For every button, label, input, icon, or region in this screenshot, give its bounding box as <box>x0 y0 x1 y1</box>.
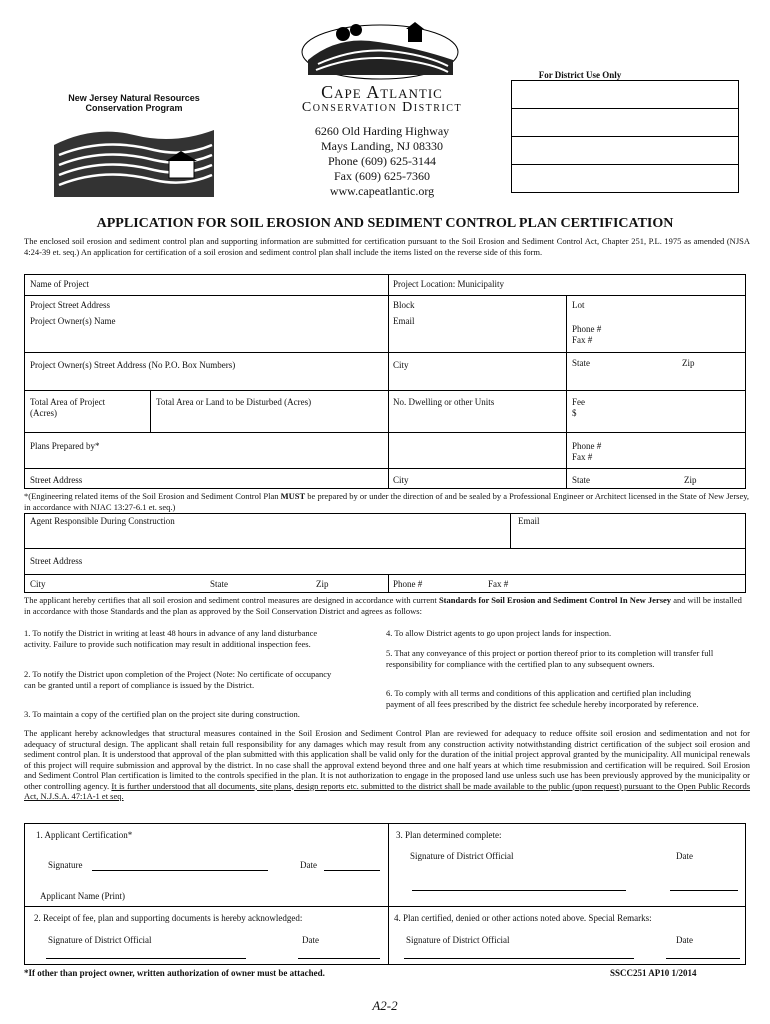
applicant-signature-line[interactable] <box>92 870 268 871</box>
engineering-note-text-2: be prepared by or under the direction of and be sealed by a Professional Engineer or Architect licensed in the State of New Jersey, in accordance with NJAC 13:27-6.1 et. seq.) <box>24 491 750 512</box>
certification-intro <box>24 595 750 616</box>
district-date-label-4: Date <box>676 935 693 945</box>
nj-landscape-icon <box>54 115 214 197</box>
address-city: Mays Landing, NJ 08330 <box>321 139 443 153</box>
agreement-item-6: 6. To comply with all terms and conditions of this application and certified plan including payment of all fees prescribed by the district fee schedule hereby incorporated by reference. <box>386 688 699 709</box>
total-area-unit: (Acres) <box>30 408 57 418</box>
district-name-line1: Cape Atlantic <box>321 82 443 102</box>
project-street-field[interactable]: Project Street Address <box>30 300 110 310</box>
plan-complete-label: 3. Plan determined complete: <box>396 830 502 840</box>
district-address <box>262 124 502 199</box>
owner-street-field[interactable]: Project Owner(s) Street Address (No P.O. Box Numbers) <box>30 360 236 370</box>
dwelling-units-field[interactable]: No. Dwelling or other Units <box>393 397 495 407</box>
page-number: A2-2 <box>372 998 398 1013</box>
owner-name-field[interactable]: Project Owner(s) Name <box>30 316 116 326</box>
district-date-line-2[interactable] <box>298 958 380 959</box>
address-fax: Fax (609) 625-7360 <box>334 169 430 183</box>
plans-prepared-field[interactable]: Plans Prepared by* <box>30 441 100 451</box>
agent-zip-field[interactable]: Zip <box>316 579 329 589</box>
cert-intro-text: The applicant hereby certifies that all soil erosion and sediment control measures are designed in accordance with current <box>24 595 439 605</box>
owner-phone-field[interactable]: Phone # <box>572 324 602 334</box>
farm-emblem-logo <box>298 20 463 80</box>
lot-field[interactable]: Lot <box>572 300 585 310</box>
district-date-label-2: Date <box>302 935 319 945</box>
cert-intro-standards: Standards for Soil Erosion and Sediment Control In New Jersey <box>438 595 672 605</box>
preparer-zip-field[interactable]: Zip <box>684 475 697 485</box>
district-use-box-3[interactable] <box>511 136 739 165</box>
district-date-line-4[interactable] <box>666 958 740 959</box>
preparer-street-field[interactable]: Street Address <box>30 475 83 485</box>
district-use-box-1[interactable] <box>511 80 739 109</box>
address-website: www.capeatlantic.org <box>329 184 435 198</box>
nj-program-line2: Conservation Program <box>85 103 183 113</box>
intro-paragraph: The enclosed soil erosion and sediment control plan and supporting information are submitted for certification pursuant to the Soil Erosion and Sediment Control Act, Chapter 251, P.L. 1975 as amended (NJSA 4:24-39 et. seq.) An application for certification of a soil erosion and sediment control plan shall include the items listed on the reverse side of this form. <box>24 236 750 257</box>
applicant-name-label[interactable]: Applicant Name (Print) <box>40 891 125 901</box>
total-area-field[interactable] <box>30 397 105 419</box>
district-use-box-2[interactable] <box>511 108 739 137</box>
total-area-label: Total Area of Project <box>30 397 106 407</box>
project-info-table <box>24 274 746 489</box>
agent-phone-field[interactable]: Phone # <box>393 579 423 589</box>
district-signature-line-4[interactable] <box>404 958 634 959</box>
agent-field[interactable]: Agent Responsible During Construction <box>30 516 175 526</box>
engineering-note-must: MUST <box>280 491 306 501</box>
owner-email-field[interactable]: Email <box>393 316 415 326</box>
plan-certified-label: 4. Plan certified, denied or other actions noted above. Special Remarks: <box>394 913 652 923</box>
applicant-date-line[interactable] <box>324 870 380 871</box>
district-signature-label-2: Signature of District Official <box>48 935 152 945</box>
agent-state-field[interactable]: State <box>210 579 228 589</box>
project-location-field[interactable]: Project Location: Municipality <box>393 279 504 289</box>
owner-fax-field[interactable]: Fax # <box>572 335 593 345</box>
ack-text-underlined: It is further understood that all documents, site plans, design reports etc. submitted to the district shall be made available to the public (upon request) pursuant to the Open Public Records Act, N.J.S.A. 47:1A-1 et seq. <box>24 780 751 801</box>
preparer-state-field[interactable]: State <box>572 475 590 485</box>
engineering-note-text: *(Engineering related items of the Soil Erosion and Sediment Control Plan <box>24 491 281 501</box>
agreement-item-5: 5. That any conveyance of this project or portion thereof prior to its completion will transfer full responsibility for compliance with the certified plan to any subsequent owners. <box>386 648 714 669</box>
applicant-certification-label: 1. Applicant Certification* <box>36 830 133 840</box>
preparer-phone-field[interactable]: Phone # <box>572 441 602 451</box>
fee-symbol: $ <box>572 408 577 418</box>
owner-authorization-note: *If other than project owner, written authorization of owner must be attached. <box>24 968 325 978</box>
form-code: SSCC251 AP10 1/2014 <box>610 968 697 978</box>
preparer-fax-field[interactable]: Fax # <box>572 452 593 462</box>
agent-fax-field[interactable]: Fax # <box>488 579 509 589</box>
owner-zip-field[interactable]: Zip <box>682 358 695 368</box>
cert-intro-text-2: and will be installed in accordance with those Standards and the plan as approved by the Soil Conservation District and agrees as follows: <box>24 595 742 616</box>
address-street: 6260 Old Harding Highway <box>314 124 450 138</box>
district-use-label: For District Use Only <box>538 70 622 80</box>
agreement-item-4: 4. To allow District agents to go upon project lands for inspection. <box>386 628 612 638</box>
agent-city-field[interactable]: City <box>30 579 46 589</box>
agreement-item-3: 3. To maintain a copy of the certified plan on the project site during construction. <box>24 709 300 719</box>
receipt-label: 2. Receipt of fee, plan and supporting documents is hereby acknowledged: <box>34 913 303 923</box>
nj-program-line1: New Jersey Natural Resources <box>68 93 200 103</box>
district-signature-label-4: Signature of District Official <box>406 935 510 945</box>
block-field[interactable]: Block <box>393 300 415 310</box>
district-signature-label-3: Signature of District Official <box>410 851 514 861</box>
nj-program-logo <box>54 93 214 198</box>
district-signature-line-2[interactable] <box>46 958 246 959</box>
agreement-item-1: 1. To notify the District in writing at least 48 hours in advance of any land disturbance activity. Failure to provide such notification may result in additional inspection fees. <box>24 628 318 649</box>
acknowledgement-paragraph <box>24 728 750 802</box>
applicant-date-label: Date <box>300 860 317 870</box>
name-of-project-field[interactable]: Name of Project <box>30 279 89 289</box>
owner-city-field[interactable]: City <box>393 360 409 370</box>
district-signature-line-3[interactable] <box>412 890 626 891</box>
preparer-city-field[interactable]: City <box>393 475 409 485</box>
applicant-signature-label: Signature <box>48 860 83 870</box>
district-date-line-3[interactable] <box>670 890 738 891</box>
fee-field[interactable] <box>572 397 585 419</box>
district-name-line2: Conservation District <box>301 100 463 115</box>
agent-email-field[interactable]: Email <box>518 516 540 526</box>
address-phone: Phone (609) 625-3144 <box>328 154 436 168</box>
district-date-label-3: Date <box>676 851 693 861</box>
agent-street-field[interactable]: Street Address <box>30 556 83 566</box>
agreement-item-2: 2. To notify the District upon completion of the Project (Note: No certificate of occupancy can be granted until a report of compliance is issued by the District. <box>24 669 332 690</box>
owner-state-field[interactable]: State <box>572 358 590 368</box>
form-title: APPLICATION FOR SOIL EROSION AND SEDIMENT CONTROL PLAN CERTIFICATION <box>96 216 674 231</box>
engineering-note <box>24 491 750 512</box>
disturbed-area-field[interactable]: Total Area or Land to be Disturbed (Acres) <box>156 397 312 407</box>
fee-label: Fee <box>572 397 585 407</box>
district-use-box-4[interactable] <box>511 164 739 193</box>
ack-text: The applicant hereby acknowledges that structural measures contained in the Soil Erosion and Sediment Control Plan are reviewed for adequacy to reduce offsite soil erosion and sedimentation and not for adequacy of structural design. The applicant shall retain full responsibility for any damages which may result from any construction activity notwithstanding district certification of the subject soil erosion and sediment control plan. It is understood that approval of the plan submitted with this application shall be valid only for the duration of the initial project approval granted by the municipality. All municipal renewals of this project will require submission and approval by the district. In no case shall the approval extend beyond three and one half years at which time resubmission and certification will be required. Soil Erosion and Sediment Control Plan certification is limited to the controls specified in the plan. It is not authorization to engage in the proposed land use unless such use has been previously approved by the municipality or other controlling agency. <box>24 728 750 791</box>
